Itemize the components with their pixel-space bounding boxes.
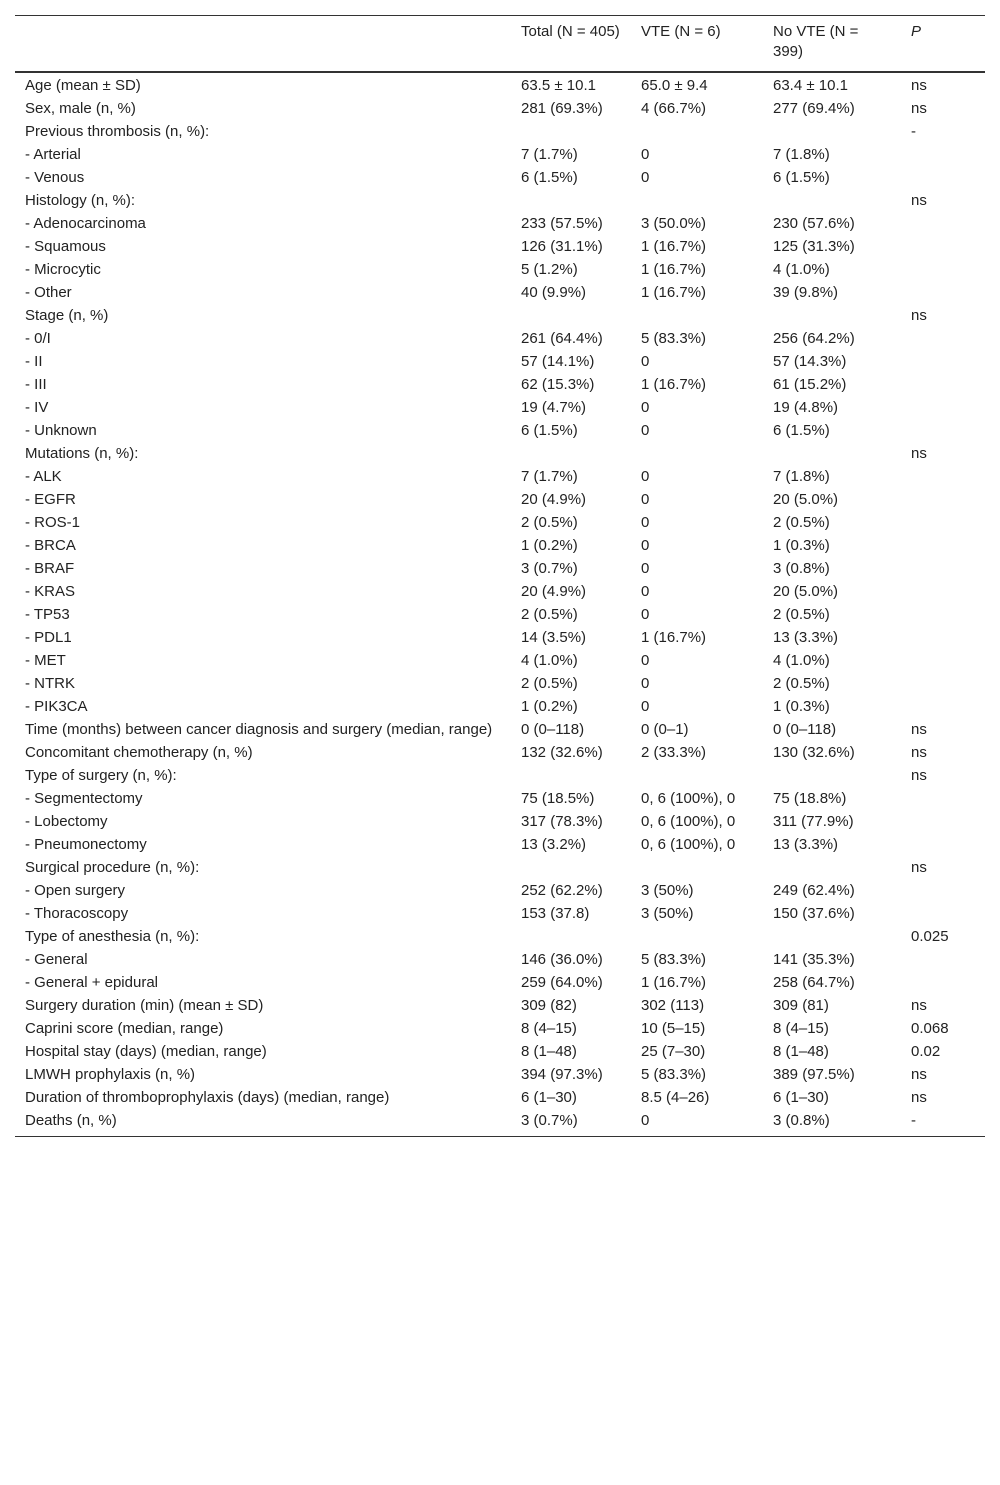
row-label: - KRAS <box>25 583 76 600</box>
vte-cell: 0 <box>641 468 650 485</box>
table-row <box>15 281 985 304</box>
table-row <box>15 304 985 327</box>
total-cell: 7 (1.7%) <box>521 468 578 485</box>
total-cell: 132 (32.6%) <box>521 744 603 761</box>
table-row <box>15 902 985 925</box>
row-label: Age (mean ± SD) <box>25 77 141 94</box>
no-vte-cell: 75 (18.8%) <box>773 790 847 807</box>
p-value-cell: ns <box>911 100 927 117</box>
table-row <box>15 327 985 350</box>
vte-cell: 0 <box>641 560 650 577</box>
p-value-cell <box>901 557 985 580</box>
total-cell: 252 (62.2%) <box>521 882 603 899</box>
no-vte-cell: 19 (4.8%) <box>773 399 839 416</box>
table-row <box>15 626 985 649</box>
vte-cell <box>631 442 763 465</box>
p-value-cell: ns <box>911 721 927 738</box>
p-value-cell <box>901 235 985 258</box>
total-cell: 14 (3.5%) <box>521 629 587 646</box>
row-label: - EGFR <box>25 491 76 508</box>
total-cell: 317 (78.3%) <box>521 813 603 830</box>
row-label: - II <box>25 353 43 370</box>
total-cell: 309 (82) <box>521 997 577 1014</box>
p-value-cell: ns <box>911 192 927 209</box>
p-value-cell: ns <box>911 77 927 94</box>
no-vte-cell: 4 (1.0%) <box>773 261 830 278</box>
table-row <box>15 488 985 511</box>
header-no-vte: No VTE (N = 399) <box>773 23 859 60</box>
total-cell: 259 (64.0%) <box>521 974 603 991</box>
header-p-value: P <box>911 23 922 40</box>
total-cell: 6 (1.5%) <box>521 422 578 439</box>
p-value-cell <box>901 465 985 488</box>
p-value-cell <box>901 419 985 442</box>
no-vte-cell: 8 (4–15) <box>773 1020 829 1037</box>
no-vte-cell: 7 (1.8%) <box>773 146 830 163</box>
p-value-cell: 0.02 <box>911 1043 941 1060</box>
table-header <box>15 16 985 73</box>
total-cell: 146 (36.0%) <box>521 951 603 968</box>
row-label: - Arterial <box>25 146 81 163</box>
table-row <box>15 258 985 281</box>
no-vte-cell <box>763 442 901 465</box>
p-value-cell: 0.068 <box>911 1020 949 1037</box>
vte-cell: 25 (7–30) <box>641 1043 706 1060</box>
table-row <box>15 143 985 166</box>
total-cell: 20 (4.9%) <box>521 491 587 508</box>
total-cell: 394 (97.3%) <box>521 1066 603 1083</box>
no-vte-cell: 20 (5.0%) <box>773 491 839 508</box>
row-label: - Squamous <box>25 238 106 255</box>
total-cell: 62 (15.3%) <box>521 376 595 393</box>
no-vte-cell: 309 (81) <box>773 997 829 1014</box>
table-row <box>15 833 985 856</box>
vte-cell: 3 (50.0%) <box>641 215 707 232</box>
p-value-cell <box>901 626 985 649</box>
p-value-cell: ns <box>911 744 927 761</box>
p-value-cell <box>901 396 985 419</box>
no-vte-cell: 141 (35.3%) <box>773 951 855 968</box>
row-label: - Thoracoscopy <box>25 905 129 922</box>
total-cell: 20 (4.9%) <box>521 583 587 600</box>
row-label: - Adenocarcinoma <box>25 215 146 232</box>
table-row <box>15 787 985 810</box>
p-value-cell <box>901 971 985 994</box>
no-vte-cell: 2 (0.5%) <box>773 514 830 531</box>
total-cell: 153 (37.8) <box>521 905 590 922</box>
vte-cell <box>631 189 763 212</box>
header-row <box>15 16 985 73</box>
total-cell: 0 (0–118) <box>521 721 585 738</box>
row-label: Surgery duration (min) (mean ± SD) <box>25 997 264 1014</box>
table-row <box>15 534 985 557</box>
vte-cell: 5 (83.3%) <box>641 1066 707 1083</box>
table-row <box>15 718 985 741</box>
no-vte-cell: 256 (64.2%) <box>773 330 855 347</box>
total-cell: 63.5 ± 10.1 <box>521 77 596 94</box>
vte-cell <box>631 925 763 948</box>
p-value-cell <box>901 695 985 718</box>
no-vte-cell: 13 (3.3%) <box>773 629 839 646</box>
vte-cell <box>631 120 763 143</box>
table-row <box>15 672 985 695</box>
table-row <box>15 971 985 994</box>
total-cell <box>511 189 631 212</box>
no-vte-cell: 150 (37.6%) <box>773 905 855 922</box>
total-cell: 1 (0.2%) <box>521 537 578 554</box>
table-row <box>15 1086 985 1109</box>
no-vte-cell: 2 (0.5%) <box>773 675 830 692</box>
p-value-cell: 0.025 <box>911 928 949 945</box>
row-label: - MET <box>25 652 66 669</box>
vte-cell: 0 <box>641 652 650 669</box>
no-vte-cell: 311 (77.9%) <box>773 813 854 830</box>
table-row <box>15 741 985 764</box>
no-vte-cell: 230 (57.6%) <box>773 215 855 232</box>
table-row <box>15 856 985 879</box>
p-value-cell <box>901 580 985 603</box>
row-label: - Open surgery <box>25 882 126 899</box>
no-vte-cell: 249 (62.4%) <box>773 882 855 899</box>
row-label: - ROS-1 <box>25 514 81 531</box>
row-label: Concomitant chemotherapy (n, %) <box>25 744 253 761</box>
no-vte-cell: 6 (1–30) <box>773 1089 829 1106</box>
row-label: - Microcytic <box>25 261 101 278</box>
table-row <box>15 925 985 948</box>
table-row <box>15 810 985 833</box>
p-value-cell <box>901 488 985 511</box>
row-label: - ALK <box>25 468 62 485</box>
no-vte-cell: 7 (1.8%) <box>773 468 830 485</box>
row-label: - General <box>25 951 88 968</box>
row-label: - IV <box>25 399 49 416</box>
vte-cell: 0 <box>641 537 650 554</box>
table-row <box>15 948 985 971</box>
table-container <box>15 15 985 1137</box>
p-value-cell: - <box>911 123 916 140</box>
no-vte-cell: 6 (1.5%) <box>773 169 830 186</box>
total-cell <box>511 304 631 327</box>
row-label: Duration of thromboprophylaxis (days) (median, range) <box>25 1089 390 1106</box>
row-label: - BRAF <box>25 560 75 577</box>
no-vte-cell: 258 (64.7%) <box>773 974 855 991</box>
p-value-cell: ns <box>911 767 927 784</box>
total-cell: 3 (0.7%) <box>521 1112 578 1129</box>
vte-cell: 3 (50%) <box>641 882 694 899</box>
p-value-cell: ns <box>911 445 927 462</box>
row-label: - III <box>25 376 47 393</box>
vte-cell: 5 (83.3%) <box>641 330 707 347</box>
table-row <box>15 1063 985 1086</box>
table-row <box>15 1109 985 1137</box>
total-cell: 5 (1.2%) <box>521 261 578 278</box>
total-cell: 2 (0.5%) <box>521 514 578 531</box>
row-label: - Unknown <box>25 422 97 439</box>
no-vte-cell: 125 (31.3%) <box>773 238 855 255</box>
vte-cell: 0 <box>641 583 650 600</box>
no-vte-cell: 8 (1–48) <box>773 1043 829 1060</box>
table-row <box>15 465 985 488</box>
no-vte-cell: 57 (14.3%) <box>773 353 847 370</box>
table-row <box>15 120 985 143</box>
no-vte-cell <box>763 304 901 327</box>
total-cell: 6 (1.5%) <box>521 169 578 186</box>
vte-cell: 0 <box>641 422 650 439</box>
vte-cell: 0 <box>641 353 650 370</box>
no-vte-cell: 277 (69.4%) <box>773 100 855 117</box>
total-cell: 2 (0.5%) <box>521 675 578 692</box>
table-row <box>15 879 985 902</box>
total-cell: 6 (1–30) <box>521 1089 577 1106</box>
vte-cell: 0 <box>641 675 650 692</box>
row-label: Previous thrombosis (n, %): <box>25 123 210 140</box>
table-row <box>15 764 985 787</box>
row-label: Type of surgery (n, %): <box>25 767 177 784</box>
no-vte-cell: 61 (15.2%) <box>773 376 847 393</box>
no-vte-cell: 1 (0.3%) <box>773 537 830 554</box>
no-vte-cell: 39 (9.8%) <box>773 284 839 301</box>
row-label: - Venous <box>25 169 85 186</box>
p-value-cell <box>901 672 985 695</box>
no-vte-cell: 389 (97.5%) <box>773 1066 855 1083</box>
vte-cell: 302 (113) <box>641 997 705 1014</box>
total-cell: 75 (18.5%) <box>521 790 595 807</box>
table-row <box>15 97 985 120</box>
vte-cell: 0 <box>641 1112 650 1129</box>
row-label: Histology (n, %): <box>25 192 136 209</box>
total-cell: 3 (0.7%) <box>521 560 578 577</box>
vte-cell: 0 <box>641 491 650 508</box>
no-vte-cell: 13 (3.3%) <box>773 836 839 853</box>
p-value-cell: ns <box>911 1066 927 1083</box>
p-value-cell <box>901 258 985 281</box>
table-row <box>15 994 985 1017</box>
vte-cell: 0 <box>641 698 650 715</box>
vte-cell: 1 (16.7%) <box>641 238 707 255</box>
vte-cell: 1 (16.7%) <box>641 629 707 646</box>
row-label: - Other <box>25 284 72 301</box>
total-cell: 2 (0.5%) <box>521 606 578 623</box>
p-value-cell: ns <box>911 307 927 324</box>
header-total: Total (N = 405) <box>521 23 620 40</box>
total-cell <box>511 856 631 879</box>
table-row <box>15 396 985 419</box>
no-vte-cell <box>763 189 901 212</box>
vte-cell: 0 <box>641 169 650 186</box>
vte-cell: 0 <box>641 146 650 163</box>
vte-cell: 1 (16.7%) <box>641 261 707 278</box>
p-value-cell <box>901 534 985 557</box>
p-value-cell <box>901 879 985 902</box>
row-label: - Lobectomy <box>25 813 108 830</box>
table-row <box>15 695 985 718</box>
total-cell: 7 (1.7%) <box>521 146 578 163</box>
row-label: - Segmentectomy <box>25 790 143 807</box>
total-cell: 13 (3.2%) <box>521 836 587 853</box>
total-cell: 40 (9.9%) <box>521 284 587 301</box>
row-label: - 0/I <box>25 330 51 347</box>
vte-cell: 0 <box>641 399 650 416</box>
total-cell: 281 (69.3%) <box>521 100 603 117</box>
vte-cell: 1 (16.7%) <box>641 284 707 301</box>
vte-cell: 0 (0–1) <box>641 721 689 738</box>
vte-cell: 10 (5–15) <box>641 1020 706 1037</box>
vte-cell: 1 (16.7%) <box>641 376 707 393</box>
total-cell: 4 (1.0%) <box>521 652 578 669</box>
row-label: - BRCA <box>25 537 76 554</box>
table-row <box>15 189 985 212</box>
row-label: Time (months) between cancer diagnosis and surgery (median, range) <box>25 721 493 738</box>
p-value-cell <box>901 511 985 534</box>
vte-cell <box>631 856 763 879</box>
table-body <box>15 72 985 1137</box>
p-value-cell <box>901 281 985 304</box>
p-value-cell <box>901 810 985 833</box>
no-vte-cell: 0 (0–118) <box>773 721 837 738</box>
p-value-cell <box>901 833 985 856</box>
row-label: Deaths (n, %) <box>25 1112 117 1129</box>
no-vte-cell <box>763 764 901 787</box>
no-vte-cell: 3 (0.8%) <box>773 1112 830 1129</box>
header-label-column <box>15 16 511 73</box>
p-value-cell <box>901 350 985 373</box>
no-vte-cell: 3 (0.8%) <box>773 560 830 577</box>
row-label: - PIK3CA <box>25 698 88 715</box>
vte-cell: 0, 6 (100%), 0 <box>641 836 736 853</box>
no-vte-cell: 20 (5.0%) <box>773 583 839 600</box>
total-cell <box>511 925 631 948</box>
table-row <box>15 72 985 97</box>
vte-cell <box>631 764 763 787</box>
table-row <box>15 580 985 603</box>
table-row <box>15 1040 985 1063</box>
p-value-cell: ns <box>911 997 927 1014</box>
no-vte-cell: 6 (1.5%) <box>773 422 830 439</box>
p-value-cell <box>901 143 985 166</box>
p-value-cell <box>901 649 985 672</box>
no-vte-cell: 130 (32.6%) <box>773 744 855 761</box>
vte-cell: 0, 6 (100%), 0 <box>641 813 736 830</box>
no-vte-cell <box>763 120 901 143</box>
vte-cell: 0 <box>641 514 650 531</box>
data-table <box>15 15 985 1137</box>
vte-cell: 4 (66.7%) <box>641 100 707 117</box>
total-cell: 8 (4–15) <box>521 1020 577 1037</box>
p-value-cell <box>901 603 985 626</box>
total-cell <box>511 442 631 465</box>
table-row <box>15 442 985 465</box>
total-cell: 57 (14.1%) <box>521 353 595 370</box>
header-vte: VTE (N = 6) <box>641 23 721 40</box>
p-value-cell <box>901 373 985 396</box>
row-label: Surgical procedure (n, %): <box>25 859 200 876</box>
p-value-cell <box>901 902 985 925</box>
no-vte-cell: 2 (0.5%) <box>773 606 830 623</box>
table-row <box>15 649 985 672</box>
p-value-cell: ns <box>911 859 927 876</box>
no-vte-cell <box>763 925 901 948</box>
row-label: - TP53 <box>25 606 70 623</box>
vte-cell: 0 <box>641 606 650 623</box>
no-vte-cell: 63.4 ± 10.1 <box>773 77 848 94</box>
table-row <box>15 350 985 373</box>
p-value-cell <box>901 327 985 350</box>
table-row <box>15 419 985 442</box>
total-cell: 19 (4.7%) <box>521 399 587 416</box>
table-row <box>15 1017 985 1040</box>
no-vte-cell <box>763 856 901 879</box>
total-cell <box>511 764 631 787</box>
p-value-cell <box>901 948 985 971</box>
no-vte-cell: 1 (0.3%) <box>773 698 830 715</box>
table-row <box>15 373 985 396</box>
row-label: - PDL1 <box>25 629 72 646</box>
p-value-cell: - <box>911 1112 916 1129</box>
table-row <box>15 511 985 534</box>
table-row <box>15 557 985 580</box>
vte-cell: 1 (16.7%) <box>641 974 707 991</box>
p-value-cell <box>901 166 985 189</box>
no-vte-cell: 4 (1.0%) <box>773 652 830 669</box>
row-label: - NTRK <box>25 675 75 692</box>
row-label: - Pneumonectomy <box>25 836 147 853</box>
p-value-cell <box>901 787 985 810</box>
vte-cell: 5 (83.3%) <box>641 951 707 968</box>
vte-cell: 0, 6 (100%), 0 <box>641 790 736 807</box>
row-label: Type of anesthesia (n, %): <box>25 928 200 945</box>
vte-cell: 65.0 ± 9.4 <box>641 77 708 94</box>
vte-cell: 2 (33.3%) <box>641 744 707 761</box>
row-label: Sex, male (n, %) <box>25 100 136 117</box>
total-cell: 8 (1–48) <box>521 1043 577 1060</box>
table-row <box>15 212 985 235</box>
row-label: Stage (n, %) <box>25 307 109 324</box>
vte-cell: 3 (50%) <box>641 905 694 922</box>
total-cell: 233 (57.5%) <box>521 215 603 232</box>
total-cell: 261 (64.4%) <box>521 330 603 347</box>
total-cell <box>511 120 631 143</box>
total-cell: 1 (0.2%) <box>521 698 578 715</box>
row-label: LMWH prophylaxis (n, %) <box>25 1066 196 1083</box>
p-value-cell <box>901 212 985 235</box>
row-label: Caprini score (median, range) <box>25 1020 224 1037</box>
row-label: Hospital stay (days) (median, range) <box>25 1043 267 1060</box>
vte-cell: 8.5 (4–26) <box>641 1089 710 1106</box>
row-label: - General + epidural <box>25 974 158 991</box>
table-row <box>15 235 985 258</box>
row-label: Mutations (n, %): <box>25 445 139 462</box>
vte-cell <box>631 304 763 327</box>
table-row <box>15 166 985 189</box>
total-cell: 126 (31.1%) <box>521 238 603 255</box>
table-row <box>15 603 985 626</box>
p-value-cell: ns <box>911 1089 927 1106</box>
